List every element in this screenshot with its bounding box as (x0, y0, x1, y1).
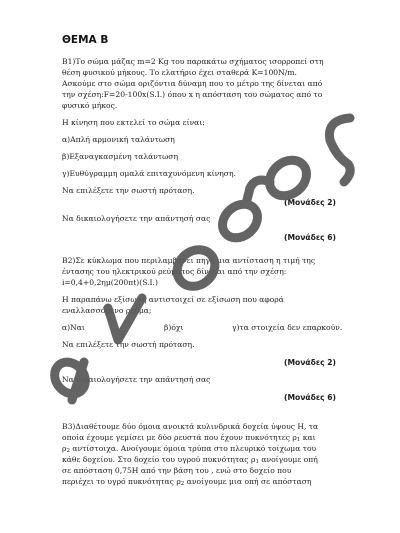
b1-marks-choice: (Μονάδες 2) (284, 198, 336, 207)
b2-question-line: Η παραπάνω εξίσωση αντιστοιχεί σε εξίσωση που αφορά (62, 295, 284, 304)
watermark-letter-omicron-2 (262, 153, 313, 203)
b1-line: Β1)Το σώμα μάζας m=2 Kg του παρακάτω σχήματος ισορροπεί στη (62, 57, 324, 66)
b1-option-c: γ)Ευθύγραμμη ομαλά επιταχυνόμενη κίνηση. (62, 169, 236, 178)
b1-option-b: β)Εξαναγκασμένη ταλάντωση (62, 152, 179, 161)
b2-option-b: β)όχι (164, 323, 184, 332)
b3-line: περιέχει το υγρό πυκνότητας ρ2 ανοίγουμε μια οπή σε απόσταση (62, 477, 312, 487)
b2-marks-choice: (Μονάδες 2) (284, 358, 336, 367)
b3-line: σε απόσταση 0,75Η από την βάση του , ενώ στο δοχείο που (62, 466, 292, 475)
b1-marks-justify: (Μονάδες 6) (284, 233, 336, 242)
b2-line: i=0,4+0,2ημ(200πt)(S.I.) (62, 278, 158, 287)
b1-question: Η κίνηση που εκτελεί το σώμα είναι: (62, 118, 205, 127)
b2-question-line: εναλλασσόμενο ρεύμα; (62, 306, 152, 315)
b2-justify: Να δικαιολογήσετε την απάντησή σας (62, 375, 211, 384)
b2-line: έντασης του ηλεκτρικού ρεύματος δίνεται από την σχέση: (62, 267, 287, 276)
watermark-letter-final-sigma (329, 118, 350, 182)
watermark-letter-delta (216, 180, 270, 245)
b1-line: την σχέση:F=20-100x(S.I.) όπου x η απόσταση του σώματος από το (62, 90, 323, 99)
b1-line: Ασκούμε στο σώμα οριζόντια δύναμη που το μέτρο της δίνεται από (62, 79, 323, 88)
b3-line: κάθε δοχείου. Στο δοχείο του υγρού πυκνότητας ρ1 ανοίγουμε οπή (62, 455, 318, 465)
b3-line: οποία έχουμε γεμίσει με δύο ρευστά που έχουν πυκνότητες ρ1 και (62, 433, 316, 443)
b2-marks-justify: (Μονάδες 6) (284, 393, 336, 402)
b3-line: Β3)Διαθέτουμε δύο όμοια ανοικτά κυλινδρικά δοχεία ύψους Η, τα (62, 422, 319, 431)
b1-choose: Να επιλέξετε την σωστή πρόταση. (62, 186, 195, 195)
b1-line: φυσικό μήκος. (62, 101, 118, 110)
b1-line: θέση φυσικού μήκους. Το ελατήριο έχει σταθερά Κ=100N/m. (62, 68, 297, 77)
b1-option-a: α)Απλή αρμονική ταλάντωση (62, 135, 175, 144)
section-title: ΘΕΜΑ Β (62, 34, 109, 46)
b2-option-a: α)Ναι (62, 323, 85, 332)
b2-option-c: γ)τα στοιχεία δεν επαρκούν. (232, 323, 343, 332)
b3-line: ρ2 αντίστοιχα. Ανοίγουμε όμοια τρύπα στο πλευρικό τοίχωμα του (62, 444, 317, 454)
b1-justify: Να δικαιολογήσετε την απάντησή σας (62, 214, 211, 223)
b2-line: Β2)Σε κύκλωμα που περιλαμβάνει πηγή μια αντίσταση η τιμή της (62, 256, 316, 265)
b2-choose: Να επιλέξετε την σωστή πρόταση. (62, 340, 195, 349)
